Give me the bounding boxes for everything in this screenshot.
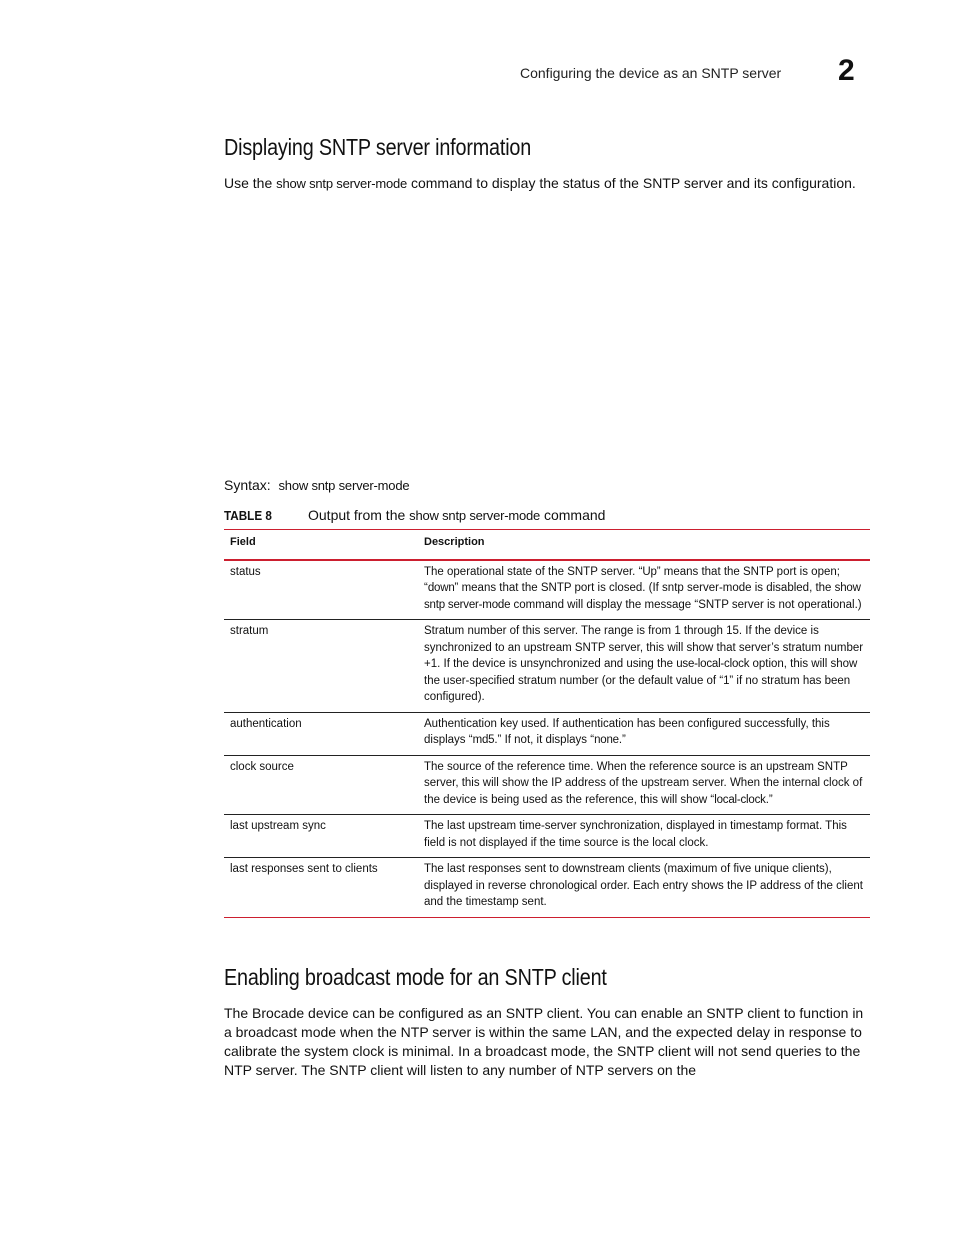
sntp-output-table	[224, 529, 870, 918]
table-row	[224, 620, 870, 713]
row-description	[418, 858, 870, 918]
table-row	[224, 560, 870, 620]
table-caption-before: Output from the	[308, 507, 410, 523]
row-description	[418, 712, 870, 755]
row-field: clock source	[230, 760, 294, 773]
table-container	[224, 529, 870, 918]
table-row	[224, 755, 870, 815]
chapter-number: 2	[838, 54, 855, 87]
desc-keyword: none	[594, 734, 619, 746]
desc-text: .”	[765, 793, 773, 806]
table-header-row	[224, 530, 870, 560]
intro-text-before: Use the	[224, 175, 277, 191]
desc-text: .”	[618, 734, 626, 746]
desc-keyword: Up	[642, 565, 657, 578]
table-row	[224, 815, 870, 858]
desc-keyword: md5	[472, 734, 495, 746]
desc-text: Authentication key used. If authentication has been configured successfully, this displays “	[424, 717, 830, 746]
desc-text: ” if no stratum has been configured).	[424, 674, 851, 703]
table-caption	[224, 507, 870, 523]
desc-text: .” If not, it displays “	[494, 734, 595, 746]
desc-text: command will display the message “SNTP server is not operational.)	[510, 598, 862, 611]
table-caption-command: show sntp server-mode	[409, 508, 541, 523]
row-field: status	[230, 565, 261, 578]
table-row	[224, 858, 870, 918]
desc-keyword: show sntp server-mode	[424, 582, 861, 611]
row-description	[418, 815, 870, 858]
desc-keyword: 1	[723, 674, 730, 687]
header-field: Field	[230, 536, 256, 548]
table-row	[224, 712, 870, 755]
header-description: Description	[424, 536, 485, 548]
intro-command: show sntp server-mode	[276, 176, 408, 191]
desc-text: The last upstream time-server synchronization, displayed in timestamp format. This field is not displayed if the time source is the local clock.	[424, 820, 847, 849]
desc-text: option, this will show the user-specified stratum number (or the default value of “	[424, 658, 858, 687]
table-tag: TABLE 8	[224, 508, 272, 523]
desc-keyword: use-local-clock	[676, 658, 750, 670]
desc-text: ” means that the SNTP port is open; “	[424, 565, 840, 594]
running-header-title: Configuring the device as an SNTP server	[520, 65, 782, 81]
row-field: last responses sent to clients	[230, 863, 378, 875]
desc-text: The source of the reference time. When the reference source is an upstream SNTP server, this will show the IP address of the upstream server. When the internal clock of the device is being used as the reference, this will show “	[424, 760, 863, 806]
syntax-line	[224, 477, 409, 493]
desc-keyword: local-clock	[714, 793, 766, 806]
section-heading-broadcast-mode: Enabling broadcast mode for an SNTP client	[224, 964, 607, 990]
section-heading-displaying-sntp: Displaying SNTP server information	[224, 134, 532, 160]
row-field: stratum	[230, 625, 269, 637]
row-field: last upstream sync	[230, 820, 326, 832]
table-caption-after: command	[540, 507, 606, 523]
syntax-label: Syntax:	[224, 477, 271, 493]
desc-text: The last responses sent to downstream clients (maximum of five unique clients), displayed in reverse chronological order. Each entry shows the IP address of the client and the timestamp sent.	[424, 863, 863, 908]
desc-text: ” means that the SNTP port is closed. (If sntp server-mode is disabled, the	[454, 582, 835, 594]
intro-text-after: command to display the status of the SNTP server and its configuration.	[407, 175, 856, 191]
row-description	[418, 560, 870, 620]
desc-text: The operational state of the SNTP server. “	[424, 565, 643, 578]
row-field: authentication	[230, 717, 302, 730]
syntax-command: show sntp server-mode	[278, 478, 410, 493]
row-description	[418, 755, 870, 815]
broadcast-paragraph: The Brocade device can be configured as an SNTP client. You can enable an SNTP client to function in a broadcast mode when the NTP server is within the same LAN, and the expected delay in response to calibrate the system clock is minimal. In a broadcast mode, the SNTP client will not send queries to the NTP server. The SNTP client will listen to any number of NTP servers on the	[224, 1005, 864, 1078]
intro-paragraph	[224, 174, 864, 193]
desc-text: Stratum number of this server. The range is from 1 through 15. If the device is synchronized to an upstream SNTP server, this will show that server’s stratum number +1. If the device is unsynchronized and using the	[424, 625, 864, 670]
desc-keyword: down	[427, 582, 455, 594]
row-description	[418, 620, 870, 713]
